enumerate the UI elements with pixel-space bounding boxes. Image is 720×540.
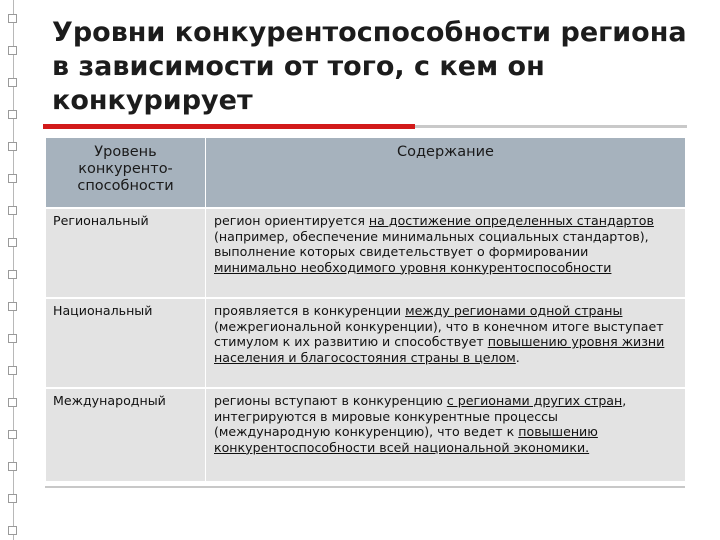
level-cell: Международный	[46, 388, 206, 482]
content-text-underlined: минимально необходимого уровня конкурентоспособности	[214, 259, 612, 275]
content-text: , интегрируются в мировые конкурентные процессы (международную конкуренцию), что ведет к	[214, 393, 627, 440]
square-bullet-icon	[8, 78, 17, 87]
content-text-underlined: повышению уровня жизни населения и благосостояния страны в целом	[214, 334, 665, 365]
slide-title: Уровни конкурентоспособности региона в зависимости от того, с кем он конкурирует	[52, 17, 687, 116]
square-bullet-icon	[8, 430, 17, 439]
square-bullet-icon	[8, 238, 17, 247]
content-cell	[206, 388, 686, 482]
level-cell: Региональный	[46, 208, 206, 298]
square-bullet-icon	[8, 526, 17, 535]
square-bullet-icon	[8, 462, 17, 471]
content-text: регион ориентируется	[214, 213, 369, 228]
square-bullet-icon	[8, 398, 17, 407]
square-bullet-icon	[8, 46, 17, 55]
content-text: проявляется в конкуренции	[214, 303, 406, 318]
header-content: Содержание	[206, 138, 686, 209]
content-text-underlined: с регионами других стран	[446, 393, 623, 408]
content-text-underlined: на достижение определенных стандартов	[368, 213, 654, 228]
title-underline-red	[43, 124, 415, 129]
competitiveness-levels-table	[45, 137, 686, 482]
content-cell	[206, 298, 686, 388]
level-cell: Национальный	[46, 298, 206, 388]
content-text-underlined: между регионами одной страны	[405, 303, 623, 318]
table-row	[46, 298, 686, 388]
content-cell	[206, 208, 686, 298]
square-bullet-icon	[8, 174, 17, 183]
square-bullet-icon	[8, 270, 17, 279]
table-row	[46, 388, 686, 482]
square-bullet-icon	[8, 366, 17, 375]
square-bullet-icon	[8, 206, 17, 215]
header-level: Уровень конкуренто-способности	[46, 138, 206, 209]
square-bullet-icon	[8, 334, 17, 343]
content-text: (например, обеспечение минимальных социальных стандартов), выполнение которых свидетельствует о формировании	[214, 228, 649, 260]
square-bullet-icon	[8, 494, 17, 503]
square-bullet-icon	[8, 14, 17, 23]
square-bullet-icon	[8, 142, 17, 151]
content-text: .	[515, 349, 520, 365]
square-bullet-icon	[8, 302, 17, 311]
content-text: регионы вступают в конкуренцию	[214, 393, 447, 408]
table-bottom-shadow	[45, 486, 685, 488]
square-bullet-icon	[8, 110, 17, 119]
content-text-underlined: повышению конкурентоспособности всей национальной экономики.	[214, 424, 598, 455]
content-text: (межрегиональной конкуренции), что в конечном итоге выступает стимулом к их развитию и способствует	[214, 318, 664, 350]
table-row	[46, 208, 686, 298]
table-header-row	[46, 138, 686, 209]
